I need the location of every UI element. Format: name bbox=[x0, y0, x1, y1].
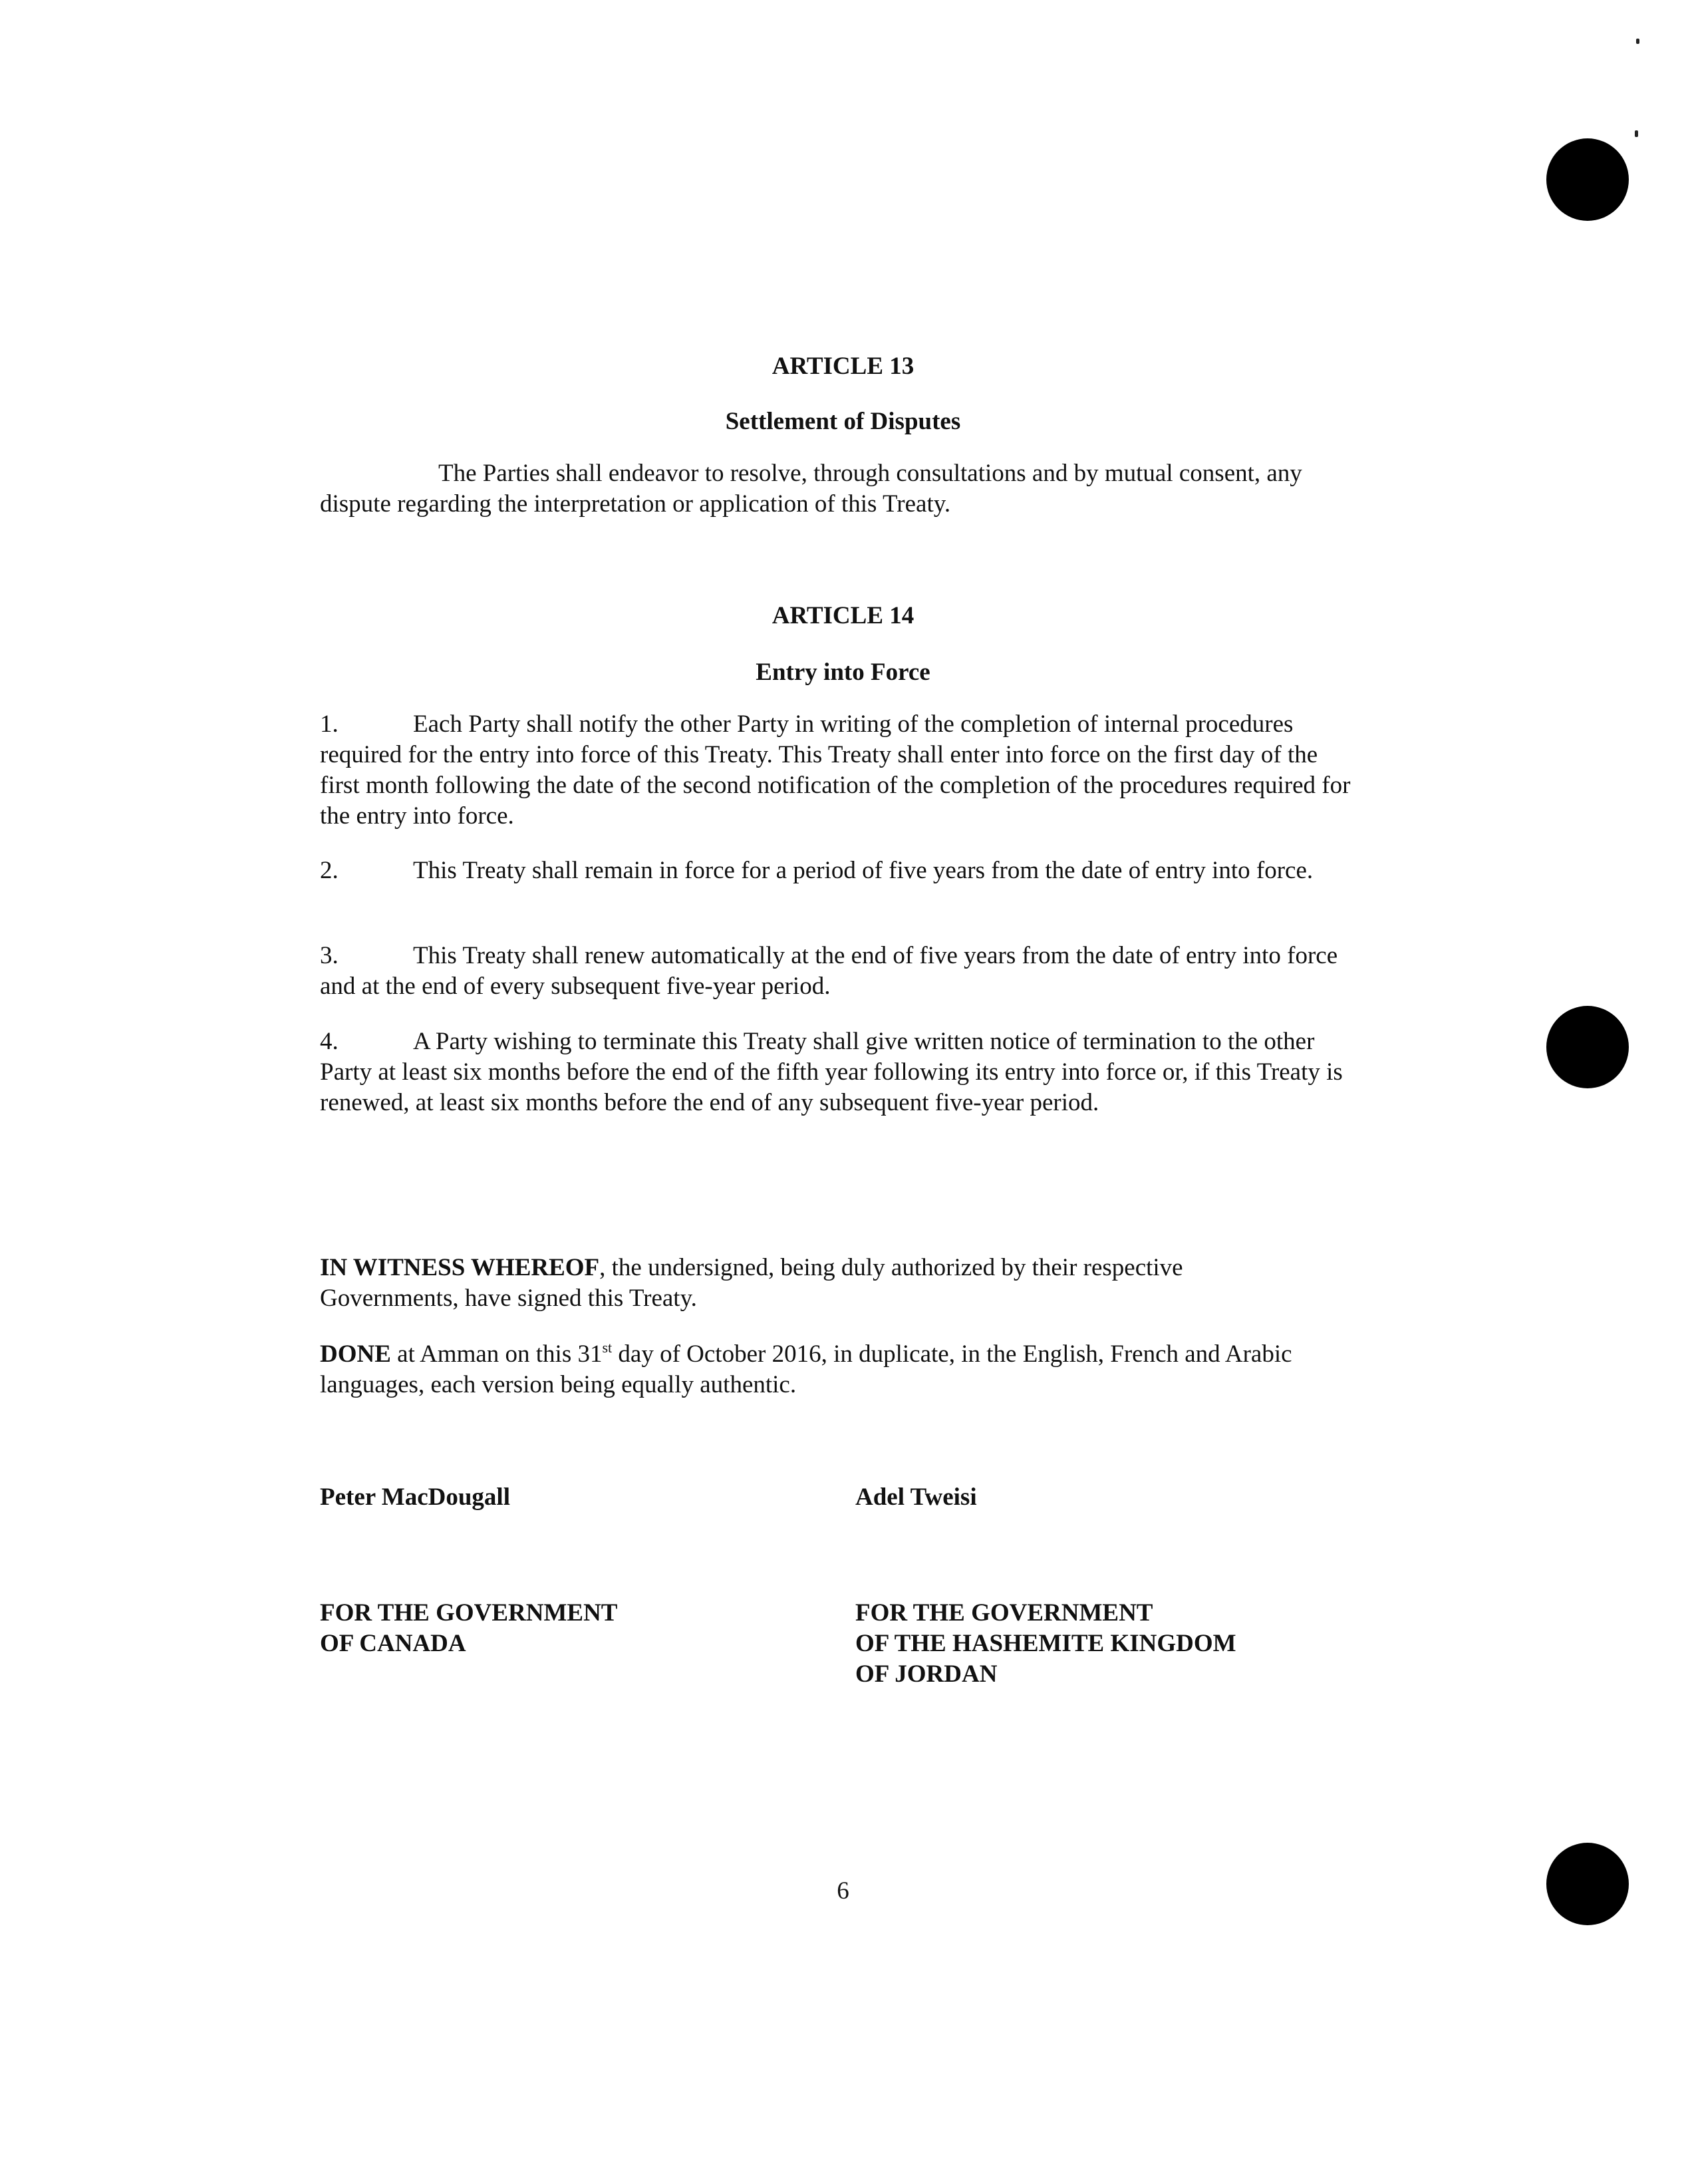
signatory-line: OF JORDAN bbox=[855, 1660, 998, 1688]
signatory-name-canada: Peter MacDougall bbox=[320, 1483, 510, 1511]
article-14-paragraph-2 bbox=[320, 856, 1357, 886]
paragraph-number: 4. bbox=[320, 1028, 339, 1055]
article-13-title: Settlement of Disputes bbox=[725, 408, 961, 435]
witness-lead: IN WITNESS WHEREOF bbox=[320, 1254, 600, 1281]
done-text: at Amman on this 31 bbox=[390, 1340, 603, 1368]
punch-hole bbox=[1546, 1006, 1629, 1088]
article-14-paragraph-3 bbox=[320, 941, 1357, 1002]
paragraph-number: 1. bbox=[320, 710, 339, 738]
done-text-continued: day of October 2016, in duplicate, in the English, French and Arabic languages, each version being equally authentic. bbox=[320, 1340, 1292, 1398]
witness-text: , the undersigned, being duly authorized by their respective Governments, have signed this Treaty. bbox=[320, 1254, 1183, 1312]
signatory-line: OF CANADA bbox=[320, 1630, 466, 1657]
paragraph-number: 3. bbox=[320, 942, 339, 969]
punch-hole bbox=[1546, 138, 1629, 221]
article-13-body: The Parties shall endeavor to resolve, through consultations and by mutual consent, any dispute regarding the interpretation or application of this Treaty. bbox=[320, 460, 1302, 518]
signatory-line: FOR THE GOVERNMENT bbox=[320, 1599, 618, 1627]
witness-clause bbox=[320, 1253, 1318, 1314]
signatory-block-jordan bbox=[855, 1598, 1236, 1690]
article-14-paragraph-1 bbox=[320, 709, 1357, 832]
article-14-paragraph-4 bbox=[320, 1026, 1357, 1118]
paragraph-text: This Treaty shall remain in force for a period of five years from the date of entry into force. bbox=[413, 857, 1314, 884]
signatory-block-canada bbox=[320, 1598, 617, 1659]
done-clause bbox=[320, 1339, 1318, 1400]
done-lead: DONE bbox=[320, 1340, 391, 1368]
article-14-heading: ARTICLE 14 bbox=[772, 602, 914, 629]
signatory-line: OF THE HASHEMITE KINGDOM bbox=[855, 1630, 1236, 1657]
paragraph-text: A Party wishing to terminate this Treaty shall give written notice of termination to the other Party at least six months before the end of the fifth year following its entry into force or, if this Treaty is renewed, at least six months before the end of any subsequent five-year period. bbox=[320, 1028, 1343, 1116]
signatory-name-jordan: Adel Tweisi bbox=[855, 1483, 977, 1511]
ordinal-suffix: st bbox=[602, 1339, 613, 1356]
page-number: 6 bbox=[837, 1877, 849, 1905]
article-13-heading: ARTICLE 13 bbox=[772, 353, 914, 380]
scan-speck bbox=[1635, 130, 1638, 137]
article-14-title: Entry into Force bbox=[756, 659, 930, 686]
scan-speck bbox=[1636, 39, 1639, 44]
paragraph-text: Each Party shall notify the other Party in writing of the completion of internal procedures required for the entry into force of this Treaty. This Treaty shall enter into force on the first day of the first month following the date of the second notification of the completion of the procedures required for the entry into force. bbox=[320, 710, 1351, 830]
signatory-line: FOR THE GOVERNMENT bbox=[855, 1599, 1153, 1627]
paragraph-text: This Treaty shall renew automatically at the end of five years from the date of entry into force and at the end of every subsequent five-year period. bbox=[320, 942, 1338, 1000]
paragraph-number: 2. bbox=[320, 857, 339, 884]
